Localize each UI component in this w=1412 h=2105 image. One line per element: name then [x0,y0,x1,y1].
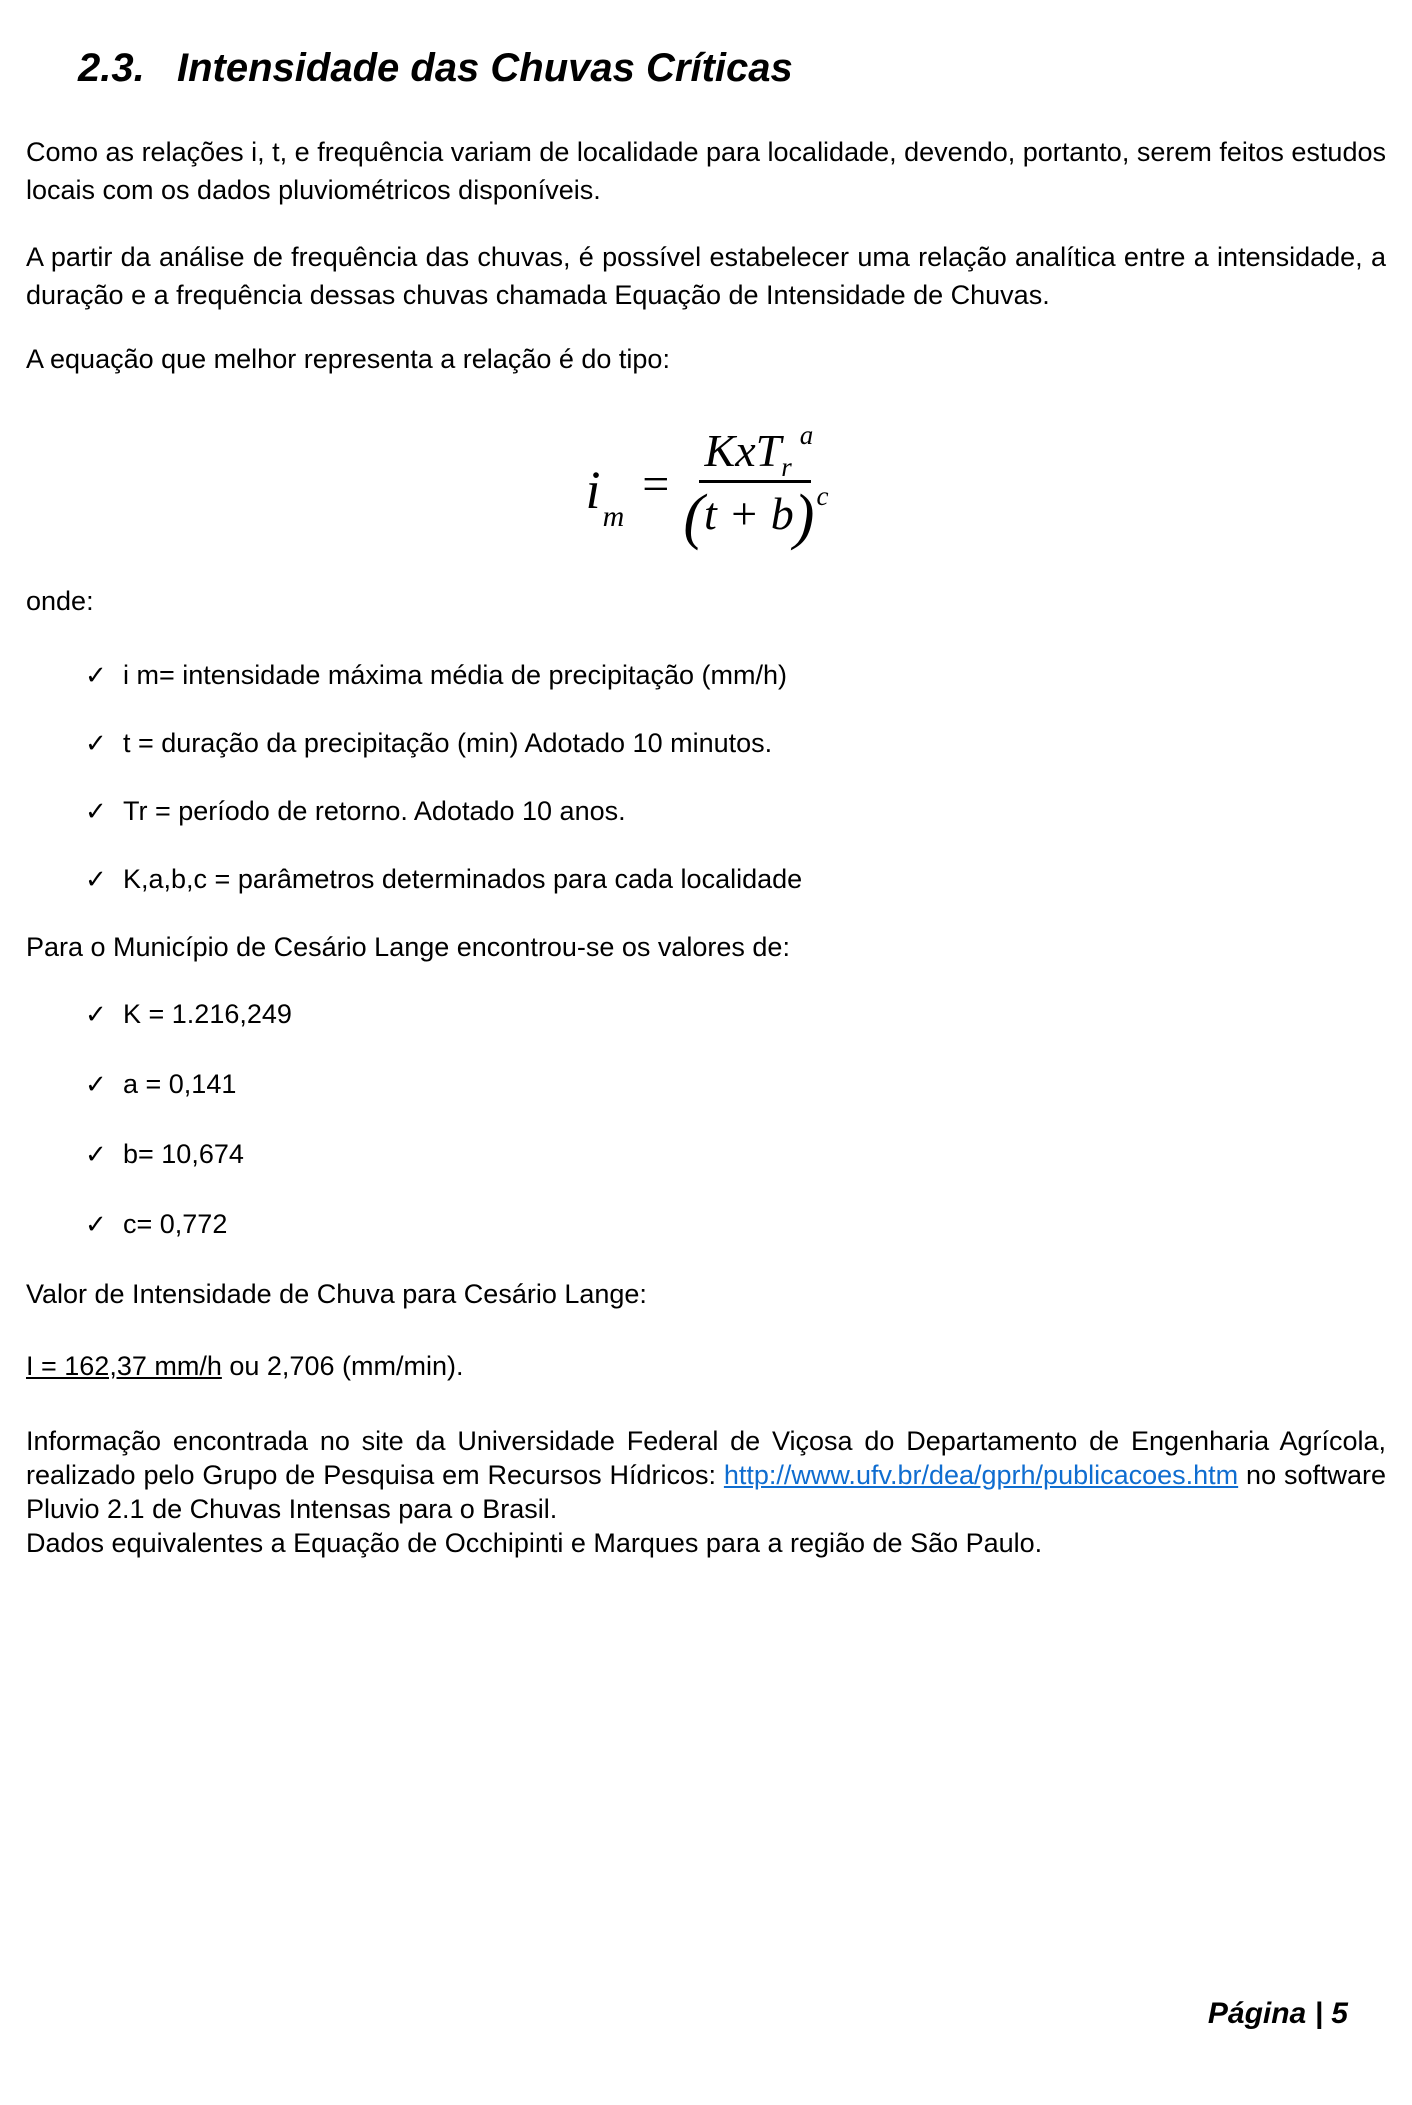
checkmark-icon: ✓ [85,1069,107,1099]
definition-text: i m= intensidade máxima média de precipitação (mm/h) [123,660,788,690]
intensity-value-underlined: I = 162,37 mm/h [26,1351,222,1381]
parameter-text: b= 10,674 [123,1139,244,1169]
parameter-text: c= 0,772 [123,1209,228,1239]
list-item [26,1205,1386,1243]
equation-fraction [683,420,829,551]
checkmark-icon: ✓ [85,1209,107,1239]
publication-link[interactable]: http://www.ufv.br/dea/gprh/publicacoes.htm [723,1460,1239,1490]
info-text-before-link: Informação encontrada no site da Universidade Federal de Viçosa do Departamento de Engenharia Agrícola, realizado pelo Grupo de Pesquisa em Recursos Hídricos: [26,1426,1386,1490]
equation-numerator-exponent: a [799,420,814,450]
checkmark-icon: ✓ [85,728,107,758]
intensity-result [26,1347,1386,1385]
definition-text: K,a,b,c = parâmetros determinados para cada localidade [123,864,803,894]
equation-lhs-base: i [585,460,601,520]
parameter-list [26,995,1386,1243]
checkmark-icon: ✓ [85,999,107,1029]
section-title: Intensidade das Chuvas Críticas [177,46,793,90]
list-item [26,656,1386,694]
equation-numerator-subscript: r [781,452,792,482]
page-number: Página | 5 [1207,1997,1348,2030]
equation-denominator [683,481,829,551]
checkmark-icon: ✓ [85,660,107,690]
equation-lhs [585,459,625,533]
section-heading [26,46,1386,90]
onde-label: onde: [26,586,94,616]
definition-list [26,656,1386,898]
info-text-after-link: no software Pluvio 2.1 de Chuvas Intensas para o Brasil. [26,1460,1386,1524]
equation-lhs-subscript: m [602,500,625,533]
valor-label: Valor de Intensidade de Chuva para Cesário Lange: [26,1279,647,1309]
municipio-intro: Para o Município de Cesário Lange encontrou-se os valores de: [26,932,790,962]
close-paren: ) [793,483,815,551]
list-item [26,995,1386,1033]
paragraph-intro-1: Como as relações i, t, e frequência variam de localidade para localidade, devendo, portanto, serem feitos estudos locais com os dados pluviométricos disponíveis. [26,137,1386,205]
info-equivalence-line: Dados equivalentes a Equação de Occhipinti e Marques para a região de São Paulo. [26,1528,1043,1558]
list-item [26,860,1386,898]
equation-denominator-exponent: c [816,481,829,511]
checkmark-icon: ✓ [85,864,107,894]
definition-text: t = duração da precipitação (min) Adotado 10 minutos. [123,728,773,758]
definition-text: Tr = período de retorno. Adotado 10 anos. [123,796,626,826]
equation-numerator [699,420,814,483]
equation-denominator-base: t + b [703,488,794,539]
checkmark-icon: ✓ [85,1139,107,1169]
paragraph-equation-lead: A equação que melhor representa a relação é do tipo: [26,344,670,374]
checkmark-icon: ✓ [85,796,107,826]
list-item [26,792,1386,830]
paragraph-intro-2: A partir da análise de frequência das chuvas, é possível estabelecer uma relação analítica entre a intensidade, a duração e a frequência dessas chuvas chamada Equação de Intensidade de Chuvas. [26,242,1386,310]
info-paragraph [26,1424,1386,1526]
section-number: 2.3. [78,46,145,90]
intensity-equation [26,407,1386,557]
equation-numerator-base: KxT [704,425,782,476]
parameter-text: a = 0,141 [123,1069,237,1099]
open-paren: ( [683,483,704,551]
list-item [26,724,1386,762]
parameter-text: K = 1.216,249 [123,999,292,1029]
list-item [26,1065,1386,1103]
equation-equals-sign: = [642,457,670,511]
intensity-value-rest: ou 2,706 (mm/min). [229,1351,464,1381]
list-item [26,1135,1386,1173]
